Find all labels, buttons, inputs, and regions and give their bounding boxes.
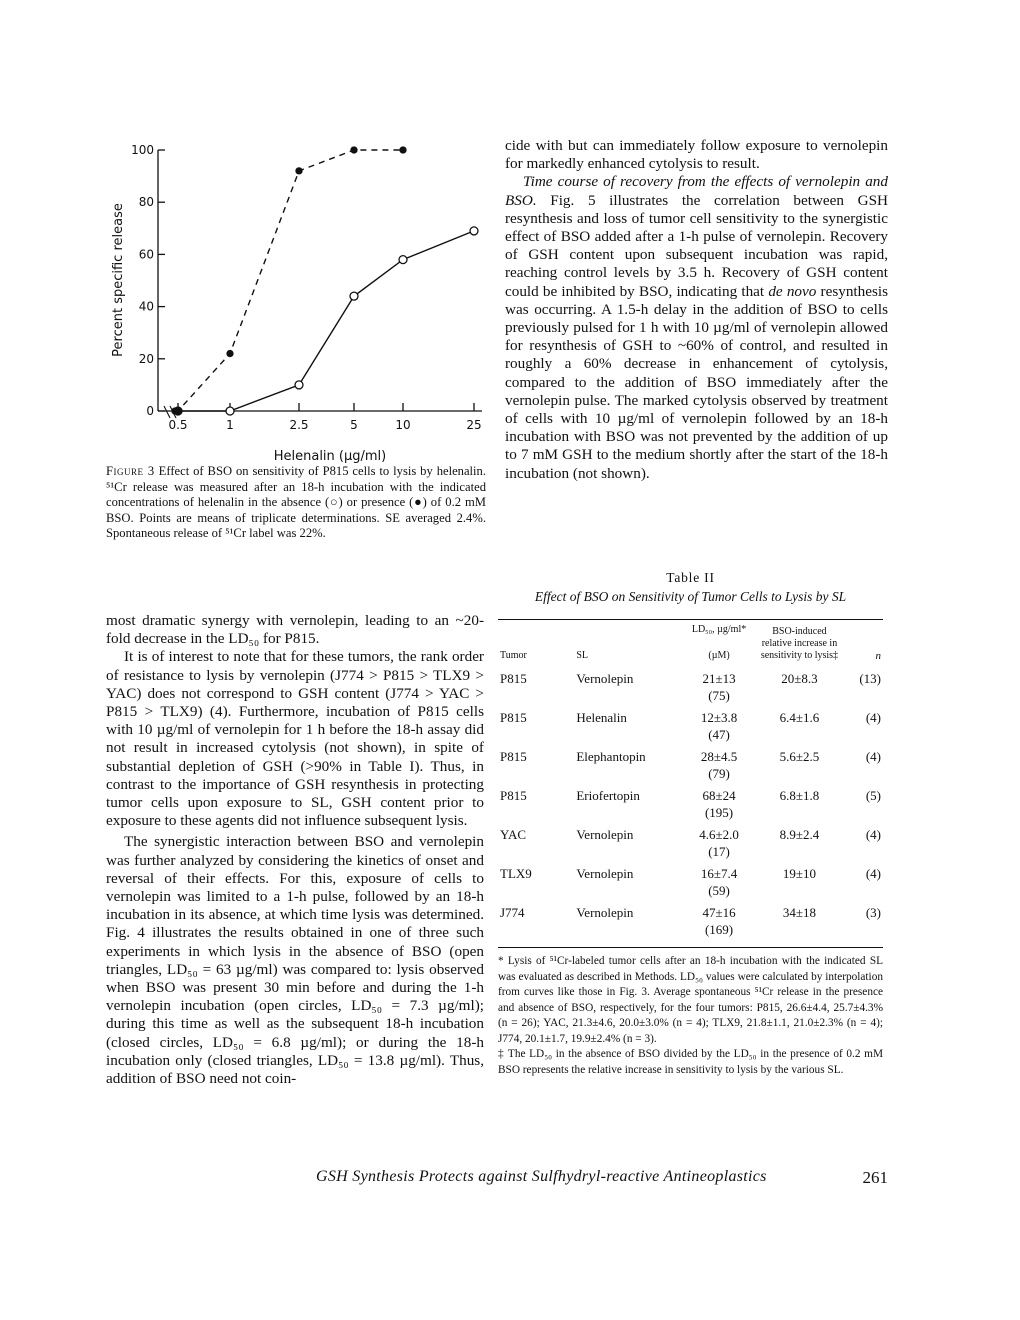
- table-row: [498, 787, 883, 826]
- data-point: [296, 168, 302, 174]
- cell-ld50: [684, 865, 755, 904]
- data-point: [470, 227, 478, 235]
- header-n: [845, 620, 883, 670]
- figure-3-chart: [100, 130, 490, 475]
- series-filled-circle: [172, 147, 406, 414]
- table-2: [498, 570, 883, 1078]
- series-open-circle: [174, 227, 478, 415]
- x-tick-label: 10: [395, 418, 411, 432]
- data-point: [227, 351, 233, 357]
- ld50-um: (47): [708, 727, 730, 742]
- x-tick-label: 5: [350, 418, 358, 432]
- x-tick-label: 25: [466, 418, 482, 432]
- x-tick-label: 2.5: [289, 418, 309, 432]
- series-line: [178, 231, 474, 411]
- cell-n: (5): [865, 788, 881, 803]
- ld50-value: 47±16: [702, 905, 736, 920]
- cell-tumor: P815: [500, 749, 527, 764]
- ld50-um: (195): [704, 805, 734, 820]
- ld50-um: (75): [708, 688, 730, 703]
- ld50-value: 28±4.5: [700, 749, 738, 764]
- ld50-um: (79): [708, 766, 730, 781]
- cell-tumor: P815: [500, 788, 527, 803]
- section-heading: Time course of recovery from the effects of vernolepin and BSO.: [505, 173, 888, 209]
- cell-increase: 6.8±1.8: [779, 788, 820, 803]
- cell-sl: Vernolepin: [576, 671, 634, 686]
- cell-tumor: YAC: [500, 827, 527, 842]
- paragraph-text: Fig. 5 illustrates the correlation between GSH resynthesis and loss of tumor cell sensitivity to the synergistic effect of BSO added after a 1-h pulse of vernolepin. Recovery of GSH content upon subsequent incubation was rapid, reaching control levels by 3.5 h. Recovery of GSH content could be inhibited by BSO, indicating that: [505, 191, 889, 300]
- cell-sl: Elephantopin: [576, 749, 646, 764]
- x-tick-labels: [168, 403, 481, 432]
- table-row: [498, 904, 883, 943]
- cell-increase: 8.9±2.4: [779, 827, 820, 842]
- cell-tumor: TLX9: [500, 866, 532, 881]
- cell-n: (13): [859, 671, 881, 686]
- cell-ld50: [684, 826, 755, 865]
- table-header-row: [498, 620, 883, 670]
- running-title: GSH Synthesis Protects against Sulfhydryl-reactive Antineoplastics: [316, 1168, 767, 1185]
- paragraph-text: resynthesis was occurring. A 1.5-h delay in the addition of BSO to cells previously pulsed for 1 h with 10 µg/ml of vernolepin allowed for resynthesis of GSH to ~60% of control, and resulted in roughly a 60% decrease in enhancement of cytolysis, compared to the addition of BSO immediately after the vernolepin pulse. The marked cytolysis observed by treatment of cells with 10 µg/ml of vernolepin followed by an 18-h incubation with BSO was not prevented by the addition of up to 7 mM GSH to the medium shortly after the start of the 18-h incubation (not shown).: [505, 282, 889, 482]
- cell-tumor: P815: [500, 671, 527, 686]
- table-row: [498, 865, 883, 904]
- paragraph: [505, 173, 888, 482]
- cell-sl: Vernolepin: [576, 827, 634, 842]
- y-tick-labels: [131, 143, 165, 418]
- table-bottom-rule: [498, 947, 883, 948]
- cell-sl: Vernolepin: [576, 866, 634, 881]
- italic-term: de novo: [768, 282, 817, 300]
- y-tick-label: 100: [131, 143, 154, 157]
- figure-caption-text: Effect of BSO on sensitivity of P815 cells to lysis by helenalin. ⁵¹Cr release was measured after an 18-h incubation with the indicated concentrations of helenalin in the absence (○) or presence (●) of 0.2 mM BSO. Points are means of triplicate determinations. SE averaged 2.4%. Spontaneous release of ⁵¹Cr label was 22%.: [106, 464, 487, 541]
- cell-n: (4): [865, 827, 881, 842]
- cell-n: (4): [865, 710, 881, 725]
- chart-axes: [158, 150, 482, 418]
- cell-tumor: P815: [500, 710, 527, 725]
- y-tick-label: 60: [138, 247, 154, 262]
- data-table: [498, 620, 883, 943]
- y-tick-label: 80: [138, 195, 154, 210]
- cell-increase: 19±10: [782, 866, 817, 881]
- y-tick-label: 0: [146, 404, 154, 418]
- ld50-value: 4.6±2.0: [699, 827, 739, 842]
- cell-sl: Vernolepin: [576, 905, 634, 920]
- cell-tumor: J774: [500, 905, 525, 920]
- paragraph: most dramatic synergy with vernolepin, leading to an ~20-fold decrease in the LD₅₀ for P815.: [106, 612, 484, 648]
- ld50-value: 12±3.8: [700, 710, 738, 725]
- ld50-value: 16±7.4: [700, 866, 738, 881]
- paragraph: It is of interest to note that for these tumors, the rank order of resistance to lysis by vernolepin (J774 > P815 > TLX9 > YAC) does not correspond to GSH content (J774 > YAC > P815 > TLX9) (4). Furthermore, incubation of P815 cells with 10 µg/ml of vernolepin for 1 h before the 18-h assay did not result in increased cytolysis (not shown), in spite of substantial depletion of GSH (>90% in Table I). Thus, in contrast to the importance of GSH resynthesis in protecting tumor cells upon exposure to SL, GSH content prior to exposure to these agents did not influence subsequent lysis.: [106, 648, 484, 830]
- data-point: [399, 256, 407, 264]
- cell-n: (4): [865, 749, 881, 764]
- header-ld50-unit: (µM): [708, 650, 730, 661]
- cell-increase: 5.6±2.5: [779, 749, 820, 764]
- table-row: [498, 826, 883, 865]
- ld50-um: (59): [708, 883, 730, 898]
- ld50-um: (169): [704, 922, 734, 937]
- ld50-value: 21±13: [702, 671, 736, 686]
- page-number: 261: [862, 1168, 888, 1187]
- header-n-label: n: [875, 650, 881, 662]
- cell-ld50: [684, 787, 755, 826]
- cell-sl: Eriofertopin: [576, 788, 640, 803]
- table-row: [498, 709, 883, 748]
- y-tick-label: 40: [138, 299, 154, 314]
- series-layer: [172, 147, 478, 415]
- data-point: [350, 292, 358, 300]
- header-increase: BSO-induced relative increase in sensitivity to lysis‡: [760, 626, 839, 661]
- cell-ld50: [684, 904, 755, 943]
- data-point: [400, 147, 406, 153]
- footnote: ‡ The LD₅₀ in the absence of BSO divided by the LD₅₀ in the presence of 0.2 mM BSO represents the relative increase in sensitivity to lysis by the various SL.: [498, 1048, 883, 1076]
- data-point: [226, 407, 234, 415]
- cell-increase: 6.4±1.6: [779, 710, 820, 725]
- header-sl: SL: [576, 650, 589, 661]
- x-tick-label: 0.5: [168, 418, 188, 432]
- cell-increase: 20±8.3: [781, 671, 818, 686]
- table-footnotes: [498, 954, 883, 1078]
- x-axis-label: Helenalin (µg/ml): [273, 449, 387, 464]
- data-point: [351, 147, 357, 153]
- series-line: [175, 150, 403, 411]
- table-subtitle: Effect of BSO on Sensitivity of Tumor Cells to Lysis by SL: [534, 589, 847, 604]
- table-title: Table II: [666, 570, 715, 585]
- cell-n: (3): [865, 905, 881, 920]
- right-column-text: [505, 137, 888, 483]
- figure-caption-label: Figure 3: [106, 464, 155, 478]
- page-footer: [316, 1168, 888, 1186]
- left-column-text: [106, 612, 484, 1088]
- y-tick-label: 20: [138, 351, 154, 366]
- paragraph: cide with but can immediately follow exposure to vernolepin for markedly enhanced cytolysis to result.: [505, 137, 888, 173]
- x-tick-label: 1: [226, 418, 234, 432]
- table-row: [498, 670, 883, 709]
- cell-n: (4): [865, 866, 881, 881]
- data-point: [295, 381, 303, 389]
- cell-sl: Helenalin: [576, 710, 627, 725]
- ld50-value: 68±24: [702, 788, 736, 803]
- cell-ld50: [684, 748, 755, 787]
- footnote: * Lysis of ⁵¹Cr-labeled tumor cells after an 18-h incubation with the indicated SL was evaluated as described in Methods. LD₅₀ values were calculated by interpolation from curves like those in Fig. 3. Average spontaneous ⁵¹Cr release in the presence and absence of BSO, respectively, for the four tumors: P815, 26.6±4.4, 25.7±4.3% (n = 26); YAC, 21.3±4.6, 20.0±3.0% (n = 4); TLX9, 21.8±1.1, 21.0±2.3% (n = 4); J774, 20.1±1.7, 19.9±2.4% (n = 3).: [498, 955, 883, 1045]
- header-ld50-label: LD₅₀, µg/ml*: [691, 624, 747, 635]
- header-ld50: [684, 620, 755, 670]
- cell-ld50: [684, 709, 755, 748]
- header-tumor: Tumor: [500, 650, 527, 661]
- cell-increase: 34±18: [782, 905, 817, 920]
- cell-ld50: [684, 670, 755, 709]
- paragraph: The synergistic interaction between BSO and vernolepin was further analyzed by considering the kinetics of onset and reversal of their effects. For this, exposure of cells to vernolepin was limited to a 1-h pulse, followed by an 18-h incubation in its absence, at which time lysis was determined. Fig. 4 illustrates the results obtained in one of three such experiments in which lysis in the absence of BSO (open triangles, LD₅₀ = 63 µg/ml) was compared to: lysis observed when BSO was present 30 min before and during the 1-h vernolepin incubation (open circles, LD₅₀ = 7.3 µg/ml); during this time as well as the subsequent 18-h incubation (closed circles, LD₅₀ = 6.8 µg/ml); or during the 18-h incubation only (closed triangles, LD₅₀ = 13.8 µg/ml). Thus, addition of BSO need not coin-: [106, 833, 484, 1088]
- y-axis-label: Percent specific release: [111, 203, 126, 357]
- table-body: [498, 670, 883, 943]
- table-row: [498, 748, 883, 787]
- ld50-um: (17): [708, 844, 730, 859]
- data-point: [175, 408, 181, 414]
- figure-caption: [106, 464, 486, 542]
